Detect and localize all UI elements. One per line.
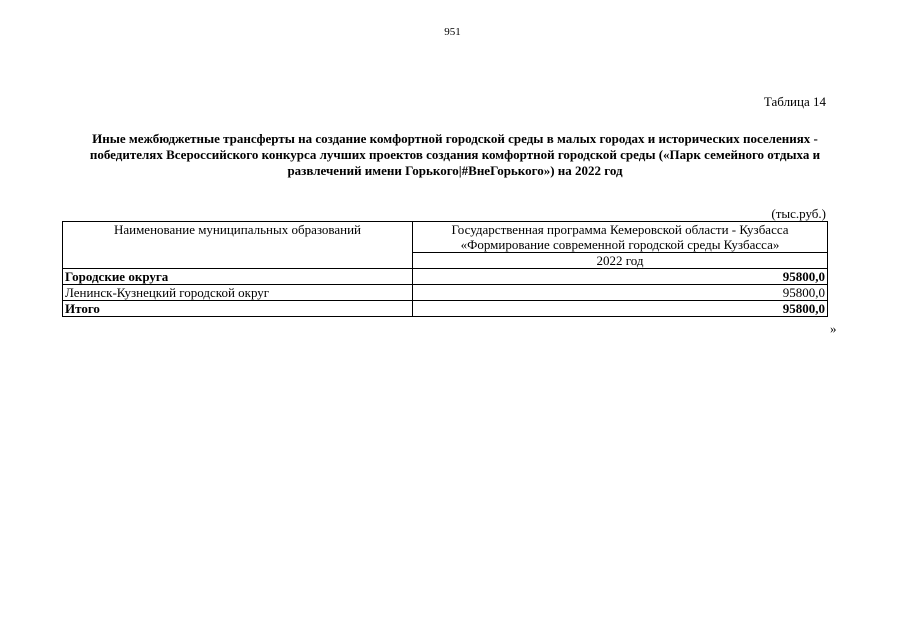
closing-quote: » bbox=[830, 321, 837, 336]
transfers-table bbox=[62, 221, 828, 317]
header-program-line1: Государственная программа Кемеровской области - Кузбасса bbox=[451, 222, 789, 237]
row-value-cell: 95800,0 bbox=[413, 269, 828, 285]
header-program-line2: «Формирование современной городской среды Кузбасса» bbox=[460, 237, 780, 252]
row-name-cell: Итого bbox=[63, 301, 413, 317]
header-year-cell: 2022 год bbox=[413, 253, 828, 269]
row-name-cell: Ленинск-Кузнецкий городской округ bbox=[63, 285, 413, 301]
page-number: 951 bbox=[444, 26, 461, 38]
document-title: Иные межбюджетные трансферты на создание комфортной городской среды в малых городах и исторических поселениях - победителях Всероссийского конкурса лучших проектов создания комфортной городской среды («Парк семейного отдыха и развлечений имени Горького|#ВнеГорького») на 2022 год bbox=[89, 131, 821, 178]
table-label: Таблица 14 bbox=[763, 94, 826, 109]
units-label: (тыс.руб.) bbox=[771, 206, 826, 221]
header-name-cell: Наименование муниципальных образований bbox=[63, 222, 413, 269]
row-value-cell: 95800,0 bbox=[413, 285, 828, 301]
row-value-cell: 95800,0 bbox=[413, 301, 828, 317]
table-header-row bbox=[63, 222, 828, 253]
table-row bbox=[63, 269, 828, 285]
table-total-row bbox=[63, 301, 828, 317]
header-program-cell bbox=[413, 222, 828, 253]
row-name-cell: Городские округа bbox=[63, 269, 413, 285]
table-row bbox=[63, 285, 828, 301]
